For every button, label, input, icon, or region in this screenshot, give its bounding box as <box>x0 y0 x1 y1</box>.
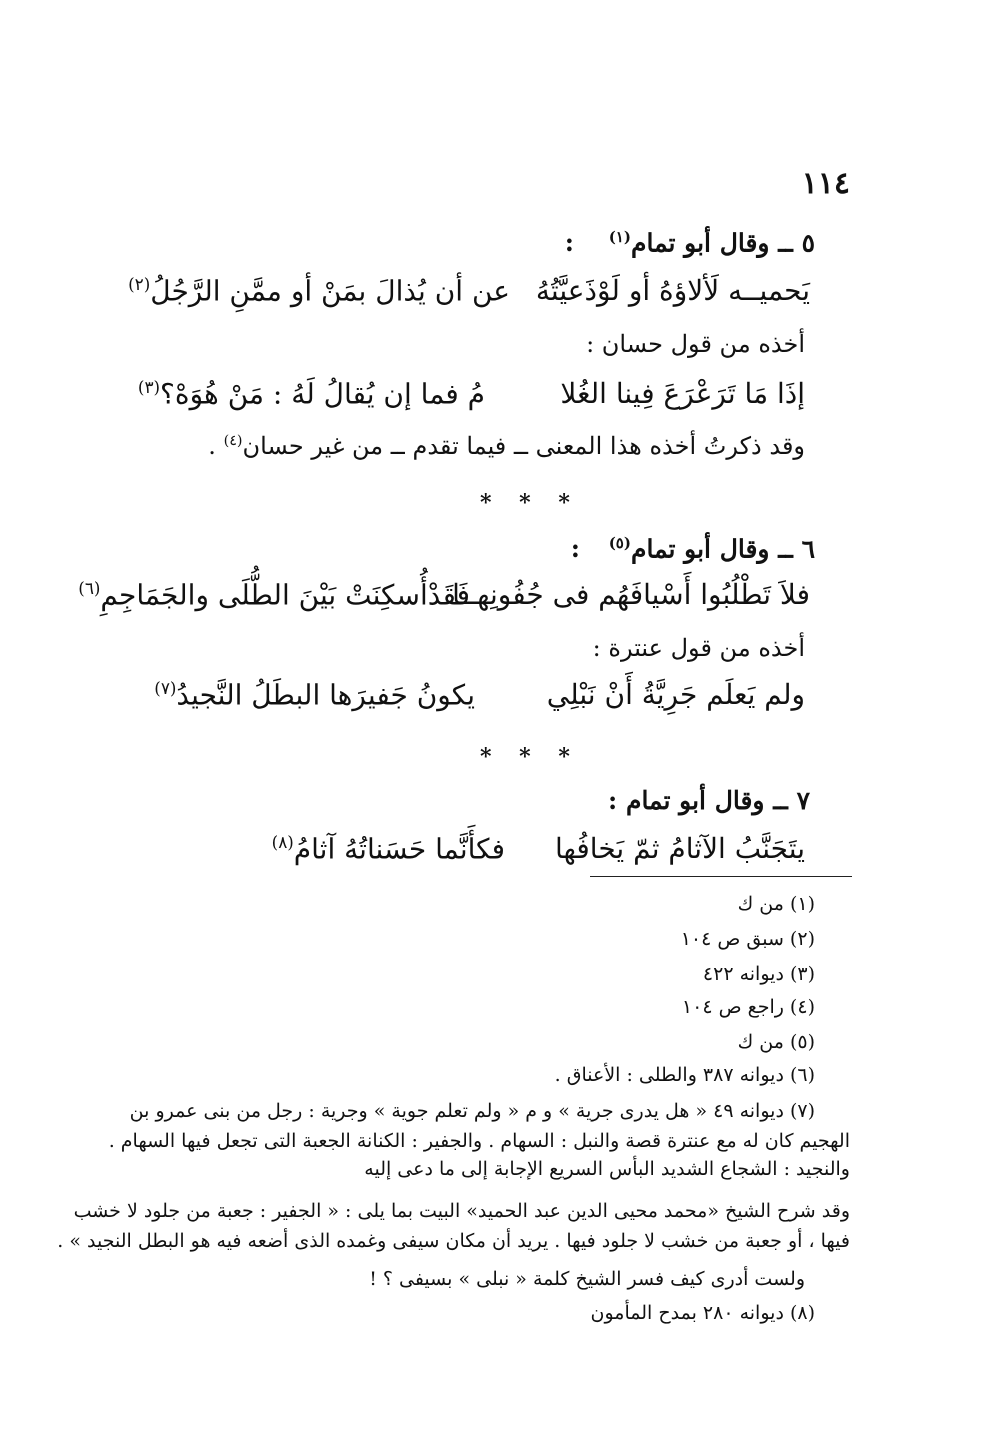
verse-hemistich-right: إذَا مَا تَرَعْرَعَ فِينا الغُلا <box>560 377 805 410</box>
footnote-7-commentary: فيها ، أو جعبة من خشب لا جلود فيها . يريد أن مكان سيفى وغمده الذى أضعه فيه هو البطل النجيد » . <box>57 1230 850 1252</box>
footnote-7-commentary: ولست أدرى كيف فسر الشيخ كلمة « نبلى » بسيفى ؟ ! <box>369 1268 805 1290</box>
section-5-heading <box>565 228 815 257</box>
verse-text: يكونُ جَفيرَها البطَلُ النَّجيدُ <box>176 678 475 712</box>
footnote-ref: (٦) <box>78 578 101 598</box>
verse-text: مُ فما إن يُقالُ لَهُ : مَنْ هُوَهْ؟ <box>160 377 485 411</box>
page-number: ١١٤ <box>801 166 850 201</box>
remark-line <box>208 432 805 460</box>
footnote-1: (١) من ك <box>737 893 815 915</box>
footnote-4: (٤) راجع ص ١٠٤ <box>681 996 815 1018</box>
footnote-ref: (٤) <box>223 433 243 449</box>
verse-hemistich-right: يَحميــه لَألاؤهُ أو لَوْذَعيَّتُهُ <box>535 274 810 307</box>
footnote-ref: (٣) <box>137 377 161 397</box>
footnote-7-line: والنجيد : الشجاع الشديد البأس السريع الإجابة إلى ما دعى إليه <box>364 1158 850 1180</box>
separator: * * * <box>480 744 580 770</box>
footnote-2: (٢) سبق ص ١٠٤ <box>680 928 815 950</box>
section-7-heading: ٧ ــ وقال أبو تمام : <box>608 786 810 815</box>
verse-hemistich-right: فلاَ تَطْلُبُوا أَسْيافَهُم فى جُفُونِهــا <box>452 578 810 611</box>
footnote-7-line: الهجيم كان له مع عنترة قصة والنبل : السهام . والجفير : الكنانة الجعبة التى تجعل فيها السهام . <box>108 1130 850 1152</box>
verse-hemistich-left <box>128 274 510 307</box>
verse-hemistich-left <box>154 678 475 711</box>
footnote-7-commentary: وقد شرح الشيخ «محمد محيى الدين عبد الحميد» البيت بما يلى : « الجفير : جعبة من جلود لا خشب <box>73 1200 850 1222</box>
source-line: أخذه من قول عنترة : <box>592 634 805 662</box>
verse-text: فكأَنَّما حَسَناتُهُ آثامُ <box>293 832 505 866</box>
verse-hemistich-left <box>138 377 485 410</box>
footnote-ref: (٧) <box>154 678 177 698</box>
verse-text: عن أن يُذالَ بمَنْ أو ممَّنِ الرَّجُلُ <box>150 274 510 308</box>
verse-hemistich-right: يتَجَنَّبُ الآثامُ ثمّ يَخافُها <box>554 832 805 865</box>
heading-colon: : <box>564 228 574 258</box>
verse-hemistich-left <box>78 578 470 611</box>
footnote-3: (٣) ديوانه ٤٢٢ <box>702 963 815 985</box>
footnote-ref: (٢) <box>128 274 151 294</box>
heading-colon: : <box>570 534 580 564</box>
separator: * * * <box>480 490 580 516</box>
verse-text: فَقَدْأُسكِنَتْ بَيْنَ الطُّلَى والجَمَاجِمِ <box>100 578 470 612</box>
footnote-7-line: (٧) ديوانه ٤٩ « هل يدرى جرية » و م « ولم تعلم جوية » وجرية : رجل من بنى عمرو بن <box>129 1100 815 1122</box>
footnote-ref: (٥) <box>608 534 631 552</box>
section-heading-text: ٦ ــ وقال أبو تمام <box>630 534 815 564</box>
footnote-ref: (١) <box>608 228 631 246</box>
verse-hemistich-left <box>272 832 505 865</box>
source-line: أخذه من قول حسان : <box>586 330 805 358</box>
section-heading-text: ٥ ــ وقال أبو تمام <box>630 228 815 258</box>
remark-text: وقد ذكرتُ أخذه هذا المعنى ــ فيما تقدم ــ من غير حسان <box>242 432 805 460</box>
section-6-heading <box>571 534 815 563</box>
footnote-5: (٥) من ك <box>737 1031 815 1053</box>
remark-end: . <box>208 432 216 460</box>
footnote-6: (٦) ديوانه ٣٨٧ والطلى : الأعناق . <box>554 1064 815 1086</box>
verse-hemistich-right: ولم يَعلَم جَرِيَّةُ أَنْ نَبْلِي <box>546 678 805 711</box>
footnote-8: (٨) ديوانه ٢٨٠ بمدح المأمون <box>590 1302 815 1324</box>
footnote-ref: (٨) <box>271 832 294 852</box>
footnote-divider <box>590 876 852 877</box>
